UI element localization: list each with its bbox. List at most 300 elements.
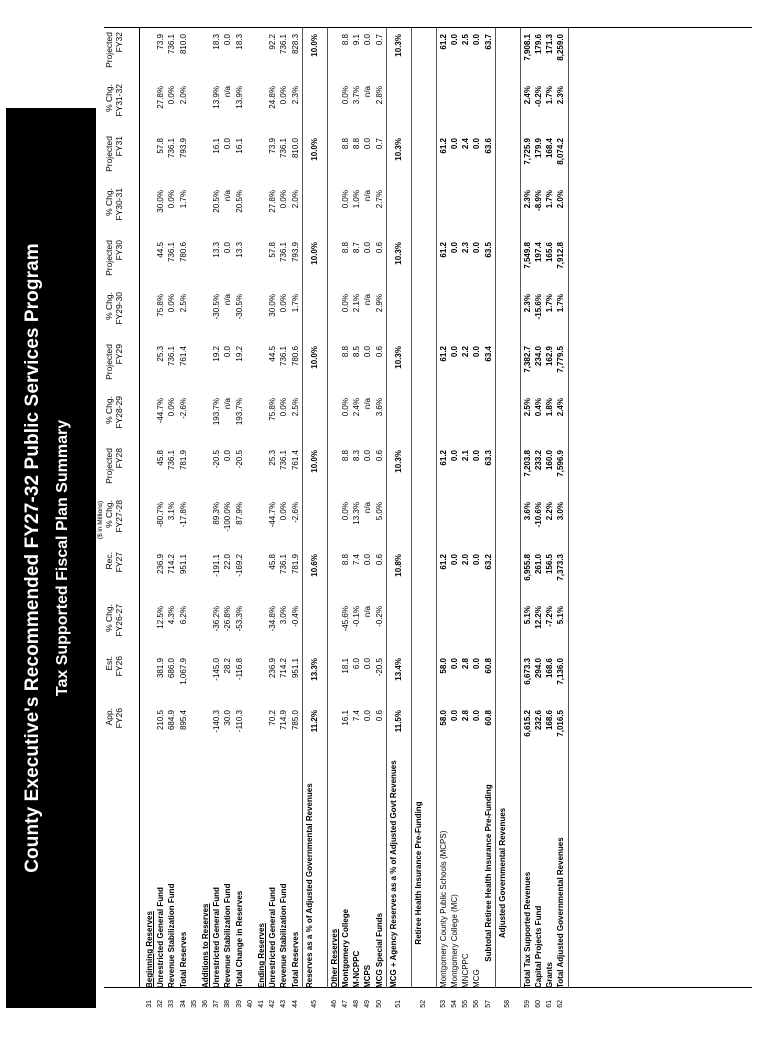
table-cell: 0.0 — [363, 242, 373, 254]
table-cell: 0.0 — [450, 138, 459, 150]
table-cell: 261.0 — [534, 554, 543, 575]
table-cell: 0.0% — [279, 398, 289, 417]
row-rule — [520, 28, 521, 988]
row-number: 38 — [224, 1000, 232, 1008]
column-header — [104, 32, 138, 80]
table-cell: 16.1 — [234, 138, 244, 154]
table-cell: 2.2 — [461, 346, 471, 358]
table-cell: 13.9% — [234, 86, 244, 109]
table-cell: 736.1 — [167, 138, 177, 159]
table-cell: -140.3 — [212, 710, 222, 733]
table-cell: -34.8% — [268, 606, 278, 632]
table-cell: 2.0% — [556, 190, 566, 209]
table-cell: 12.5% — [156, 606, 166, 629]
table-cell: 951.1 — [290, 658, 300, 679]
column-header — [104, 656, 138, 704]
table-cell: 7,382.7 — [522, 346, 532, 373]
table-cell: 8.8 — [352, 138, 362, 150]
page-title: County Executive's Recommended FY27-32 Public Services Program — [22, 243, 43, 873]
table-cell: 1.7% — [556, 294, 566, 313]
table-cell: 2.1% — [352, 294, 362, 313]
table-cell: 8,074.2 — [556, 138, 566, 165]
column-header-line1: % Chg. — [104, 84, 114, 112]
table-cell: 793.9 — [290, 242, 300, 263]
table-cell: 18.1 — [341, 658, 350, 674]
table-cell: 714.2 — [167, 554, 177, 575]
table-cell: 70.2 — [268, 710, 278, 726]
column-header-line1: % Chg. — [104, 604, 114, 632]
table-cell: 684.9 — [167, 710, 177, 731]
table-cell: 25.3 — [156, 346, 166, 362]
table-row — [351, 28, 362, 1018]
table-cell: 61.2 — [438, 450, 448, 466]
row-label: Revenue Stabilization Fund — [167, 883, 177, 988]
row-number: 39 — [235, 1000, 243, 1008]
table-cell: 1.7% — [178, 190, 188, 209]
header-rule — [139, 28, 140, 988]
table-cell: 0.0 — [472, 710, 482, 722]
table-cell: 0.0% — [341, 398, 350, 417]
page-subtitle: Tax Supported Fiscal Plan Summary — [54, 419, 71, 697]
table-cell: 10.3% — [393, 346, 403, 369]
table-cell: 0.0 — [363, 554, 373, 566]
column-header-line2: FY29 — [114, 344, 124, 365]
table-cell: 2.5% — [290, 398, 300, 417]
table-cell: 5.0% — [374, 502, 384, 521]
row-number: 61 — [546, 1000, 554, 1008]
table-cell: 58.0 — [438, 710, 448, 726]
table-cell: 1.0% — [352, 190, 362, 209]
row-number: 60 — [535, 1000, 542, 1008]
table-cell: 234.0 — [534, 346, 543, 367]
table-cell: 2.9% — [374, 294, 384, 313]
table-cell: 0.0 — [223, 450, 233, 462]
table-cell: 736.1 — [279, 34, 289, 55]
table-cell: 0.0 — [472, 346, 482, 358]
row-label: Other Reserves — [329, 928, 339, 988]
table-cell: 30.0 — [223, 710, 233, 726]
table-cell: 2.1 — [461, 450, 471, 462]
table-row — [449, 28, 460, 1018]
table-cell: 168.6 — [545, 658, 555, 679]
table-cell: 4.3% — [167, 606, 177, 625]
table-cell: 0.6 — [374, 554, 384, 566]
table-cell: 30.0% — [156, 190, 166, 213]
table-cell: 5.1% — [556, 606, 566, 625]
column-header-line1: Projected — [104, 344, 114, 380]
column-header-line1: % Chg. — [104, 396, 114, 424]
table-cell: 160.0 — [545, 450, 555, 471]
row-label: MCG — [472, 969, 482, 988]
table-cell: -30.5% — [234, 294, 244, 320]
table-cell: 210.5 — [156, 710, 166, 731]
table-cell: 7,908.1 — [522, 34, 532, 61]
table-cell: n/a — [363, 190, 373, 202]
table-cell: 7,549.8 — [522, 242, 532, 269]
table-cell: 10.6% — [309, 554, 319, 577]
table-cell: 75.8% — [268, 398, 278, 421]
row-number: 55 — [462, 1000, 470, 1008]
table-cell: 5.1% — [522, 606, 532, 625]
table-cell: n/a — [363, 294, 373, 306]
table-row — [155, 28, 166, 1018]
table-cell: 2.5% — [522, 398, 532, 417]
row-label: MCG + Agency Reserves as a % of Adjusted Govt Revenues — [388, 760, 398, 988]
table-cell: -15.6% — [534, 294, 543, 320]
table-row — [189, 28, 200, 1018]
table-cell: 0.0% — [279, 190, 289, 209]
table-cell: 0.0 — [472, 138, 482, 150]
column-header-line1: Est. — [104, 656, 114, 671]
row-label: Reserves as a % of Adjusted Governmental Revenues — [304, 783, 314, 988]
table-cell: 2.8% — [374, 86, 384, 105]
table-cell: 10.0% — [309, 346, 319, 369]
table-cell: -100.0% — [223, 502, 233, 532]
row-rule — [302, 28, 303, 988]
table-row — [471, 28, 482, 1018]
column-header-line2: FY28 — [114, 448, 124, 469]
column-header-line1: % Chg. — [104, 292, 114, 320]
table-cell: 0.0 — [450, 658, 459, 670]
column-header-line2: FY27-28 — [114, 500, 124, 533]
row-number: 49 — [364, 1000, 372, 1008]
table-cell: 10.3% — [393, 242, 403, 265]
table-cell: 179.6 — [534, 34, 543, 55]
table-cell: 8,259.0 — [556, 34, 566, 61]
row-number: 37 — [213, 1000, 221, 1008]
column-header-line2: FY28-29 — [114, 396, 124, 429]
table-cell: 7,779.5 — [556, 346, 566, 373]
table-cell: 0.0 — [363, 710, 373, 722]
table-cell: 236.9 — [268, 658, 278, 679]
row-label: Adjusted Governmental Revenues — [497, 807, 507, 939]
table-cell: -8.9% — [534, 190, 543, 211]
table-cell: 58.0 — [438, 658, 448, 674]
table-cell: 6.2% — [178, 606, 188, 625]
table-row — [413, 28, 435, 1018]
row-number: 43 — [280, 1000, 288, 1008]
table-cell: 8.3 — [352, 450, 362, 462]
table-cell: 2.4% — [522, 86, 532, 105]
table-row — [483, 28, 494, 1018]
column-header — [104, 552, 138, 600]
row-number: 40 — [246, 1000, 254, 1008]
table-cell: 0.0 — [363, 658, 373, 670]
table-row — [438, 28, 449, 1018]
table-cell: 781.9 — [178, 450, 188, 471]
table-cell: n/a — [363, 398, 373, 410]
row-label: Grants — [545, 962, 555, 988]
row-number: 35 — [190, 1000, 198, 1008]
table-row — [362, 28, 373, 1018]
row-label: Ending Reserves — [257, 923, 266, 988]
table-cell: 168.4 — [545, 138, 555, 159]
table-cell: 2.7% — [374, 190, 384, 209]
table-cell: n/a — [363, 502, 373, 514]
table-cell: 2.0 — [461, 554, 471, 566]
row-number: 46 — [330, 1000, 338, 1008]
row-number: 54 — [451, 1000, 458, 1008]
row-number: 42 — [269, 1000, 277, 1008]
table-cell: 9.1 — [352, 34, 362, 46]
table-cell: 8.8 — [341, 242, 350, 254]
table-cell: 828.3 — [290, 34, 300, 55]
table-cell: -7.2% — [545, 606, 555, 627]
table-cell: 10.3% — [393, 450, 403, 473]
table-cell: 27.8% — [268, 190, 278, 213]
row-number: 62 — [557, 1000, 565, 1008]
table-cell: -169.2 — [234, 554, 244, 577]
table-cell: 6,673.3 — [522, 658, 532, 685]
table-cell: 7,725.9 — [522, 138, 532, 165]
table-cell: 89.3% — [212, 502, 222, 525]
table-cell: -20.5 — [234, 450, 244, 469]
row-label: Unrestricted General Fund — [156, 887, 166, 988]
table-cell: 895.4 — [178, 710, 188, 731]
table-cell: 63.3 — [483, 450, 493, 466]
table-cell: 19.2 — [234, 346, 244, 362]
table-cell: 63.7 — [483, 34, 493, 50]
column-header-line1: Projected — [104, 448, 114, 484]
table-cell: 781.9 — [290, 554, 300, 575]
table-cell: 2.8 — [461, 658, 471, 670]
table-cell: 3.6% — [374, 398, 384, 417]
column-header — [104, 136, 138, 184]
table-cell: 0.0 — [472, 658, 482, 670]
column-header — [104, 344, 138, 392]
table-cell: 30.0% — [268, 294, 278, 317]
row-label: Capital Projects Fund — [534, 905, 543, 988]
table-cell: 7.4 — [352, 710, 362, 722]
table-cell: 57.8 — [156, 138, 166, 154]
table-cell: 73.9 — [156, 34, 166, 50]
row-label: Beginning Reserves — [145, 911, 154, 988]
table-cell: 7,136.0 — [556, 658, 566, 685]
table-cell: 736.1 — [279, 242, 289, 263]
table-cell: -30.5% — [212, 294, 222, 320]
table-cell: 2.8 — [461, 710, 471, 722]
table-cell: 0.0% — [279, 86, 289, 105]
column-header-line1: Projected — [104, 240, 114, 276]
row-number: 47 — [342, 1000, 349, 1008]
table-cell: 13.3% — [352, 502, 362, 525]
table-cell: 2.3% — [522, 294, 532, 313]
table-cell: 27.8% — [156, 86, 166, 109]
column-header-line1: Projected — [104, 136, 114, 172]
table-cell: 294.0 — [534, 658, 543, 679]
table-cell: 10.0% — [309, 242, 319, 265]
table-cell: 165.6 — [545, 242, 555, 263]
table-cell: -0.4% — [290, 606, 300, 627]
table-cell: -145.0 — [212, 658, 222, 681]
row-label: Total Reserves — [290, 931, 300, 988]
table-cell: 236.9 — [156, 554, 166, 575]
row-number: 57 — [484, 1000, 492, 1008]
table-cell: -191.1 — [212, 554, 222, 577]
table-cell: 44.5 — [156, 242, 166, 258]
table-row — [388, 28, 410, 1018]
table-cell: 20.5% — [212, 190, 222, 213]
table-cell: 25.3 — [268, 450, 278, 466]
table-cell: 0.0 — [363, 346, 373, 358]
table-cell: 0.0% — [341, 502, 350, 521]
table-cell: n/a — [223, 190, 233, 202]
table-cell: -110.3 — [234, 710, 244, 733]
table-cell: -116.8 — [234, 658, 244, 681]
table-cell: 20.5% — [234, 190, 244, 213]
table-cell: 87.9% — [234, 502, 244, 525]
table-cell: 73.9 — [268, 138, 278, 154]
row-rule — [327, 28, 328, 988]
table-cell: 8.7 — [352, 242, 362, 254]
table-cell: 0.0 — [450, 710, 459, 722]
table-cell: -53.3% — [234, 606, 244, 632]
table-cell: 0.0 — [472, 242, 482, 254]
table-cell: n/a — [363, 86, 373, 98]
table-cell: 810.0 — [178, 34, 188, 55]
table-cell: 63.6 — [483, 138, 493, 154]
table-cell: 1.8% — [545, 398, 555, 417]
column-header-line1: % Chg. — [104, 188, 114, 216]
table-cell: 0.0% — [341, 190, 350, 209]
table-row — [304, 28, 326, 1018]
row-label: Revenue Stabilization Fund — [279, 883, 289, 988]
table-cell: 44.5 — [268, 346, 278, 362]
row-label: Total Tax Supported Revenues — [522, 871, 532, 988]
table-cell: 28.2 — [223, 658, 233, 674]
table-cell: 10.0% — [309, 138, 319, 161]
table-cell: 714.9 — [279, 710, 289, 731]
table-cell: 2.5% — [178, 294, 188, 313]
column-header — [104, 240, 138, 288]
table-cell: 3.0% — [279, 606, 289, 625]
table-row — [278, 28, 289, 1018]
column-header-line1: Rec. — [104, 552, 114, 570]
row-number: 53 — [439, 1000, 447, 1008]
table-cell: 0.0 — [363, 138, 373, 150]
table-row — [329, 28, 340, 1018]
row-number: 56 — [473, 1000, 481, 1008]
row-number: 52 — [419, 1000, 427, 1008]
table-cell: 8.8 — [341, 554, 350, 566]
table-cell: 7,373.3 — [556, 554, 566, 581]
table-cell: 171.3 — [545, 34, 555, 55]
table-cell: -0.2% — [374, 606, 384, 627]
table-cell: 2.3 — [461, 242, 471, 254]
column-header-line2: FY30-31 — [114, 188, 124, 221]
row-number: 59 — [523, 1000, 531, 1008]
table-cell: 1.7% — [290, 294, 300, 313]
row-number: 34 — [179, 1000, 187, 1008]
table-cell: 0.0% — [167, 190, 177, 209]
table-cell: 761.4 — [178, 346, 188, 367]
row-rule — [411, 28, 412, 988]
column-header — [104, 84, 138, 132]
table-cell: 736.1 — [279, 450, 289, 471]
table-cell: 6.0 — [352, 658, 362, 670]
table-cell: -10.6% — [534, 502, 543, 528]
table-row — [374, 28, 385, 1018]
table-cell: 0.0% — [279, 294, 289, 313]
table-cell: 60.8 — [483, 710, 493, 726]
table-cell: 714.2 — [279, 658, 289, 679]
table-cell: 8.5 — [352, 346, 362, 358]
table-cell: 736.1 — [167, 450, 177, 471]
table-cell: n/a — [223, 398, 233, 410]
row-number: 51 — [394, 1000, 402, 1008]
row-label: Total Reserves — [178, 931, 188, 988]
table-cell: 12.2% — [534, 606, 543, 629]
table-row — [533, 28, 544, 1018]
table-cell: -36.2% — [212, 606, 222, 632]
table-cell: 197.4 — [534, 242, 543, 263]
row-number: 31 — [146, 1000, 153, 1008]
table-row — [290, 28, 301, 1018]
table-cell: 18.3 — [212, 34, 222, 50]
table-cell: 63.2 — [483, 554, 493, 570]
table-cell: 18.3 — [234, 34, 244, 50]
table-row — [340, 28, 351, 1018]
table-cell: 232.6 — [534, 710, 543, 731]
table-row — [460, 28, 471, 1018]
table-cell: 1.7% — [545, 190, 555, 209]
table-cell: 0.0% — [341, 294, 350, 313]
row-label: Retiree Health Insurance Pre-Funding — [413, 801, 423, 945]
table-row — [200, 28, 211, 1018]
table-cell: 2.3% — [290, 86, 300, 105]
table-cell: 179.9 — [534, 138, 543, 159]
table-cell: 6,615.2 — [522, 710, 532, 737]
table-row — [544, 28, 555, 1018]
table-row — [222, 28, 233, 1018]
table-cell: 0.6 — [374, 242, 384, 254]
table-cell: 0.0% — [167, 86, 177, 105]
table-cell: 10.0% — [309, 450, 319, 473]
table-cell: 0.0 — [450, 242, 459, 254]
table-cell: 61.2 — [438, 34, 448, 50]
units-note: ($ in Millions) — [97, 500, 104, 540]
table-cell: 60.8 — [483, 658, 493, 674]
row-label: Total Adjusted Governmental Revenues — [556, 837, 566, 988]
table-row — [178, 28, 189, 1018]
table-cell: 0.0% — [279, 502, 289, 521]
row-number: 36 — [202, 1000, 209, 1008]
column-header-line2: FY26 — [114, 656, 124, 677]
table-cell: 0.0 — [472, 34, 482, 46]
table-cell: 13.3 — [212, 242, 222, 258]
table-cell: 61.2 — [438, 138, 448, 154]
table-cell: 780.6 — [178, 242, 188, 263]
row-number: 48 — [353, 1000, 361, 1008]
table-cell: 193.7% — [234, 398, 244, 426]
table-cell: -45.6% — [341, 606, 350, 632]
table-cell: 2.3% — [556, 86, 566, 105]
table-cell: 6,955.8 — [522, 554, 532, 581]
table-cell: 57.8 — [268, 242, 278, 258]
column-header-line2: FY30 — [114, 240, 124, 261]
column-header-line1: % Chg. — [104, 500, 114, 528]
row-number: 50 — [375, 1000, 383, 1008]
table-cell: 780.6 — [290, 346, 300, 367]
table-cell: 736.1 — [279, 554, 289, 575]
row-label: Subtotal Retiree Health Insurance Pre-Funding — [483, 784, 493, 962]
row-label: Revenue Stabilization Fund — [223, 883, 233, 988]
table-cell: -80.7% — [156, 502, 166, 528]
table-cell: 0.0 — [363, 34, 373, 46]
table-cell: 11.5% — [393, 710, 403, 733]
row-rule — [568, 28, 569, 988]
row-label: Montgomery College (MC) — [450, 894, 459, 988]
